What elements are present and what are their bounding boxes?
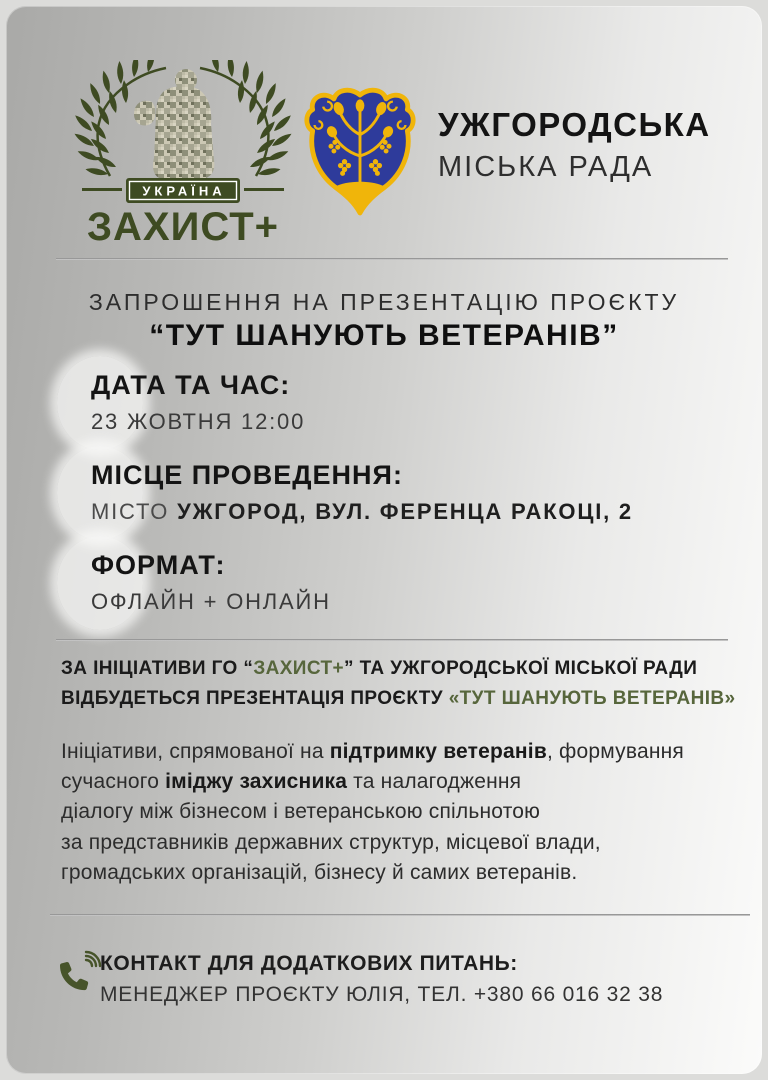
contact-value: МЕНЕДЖЕР ПРОЄКТУ ЮЛІЯ, ТЕЛ. +380 66 016 32 38 bbox=[100, 983, 664, 1006]
project-title: “ТУТ ШАНУЮТЬ ВЕТЕРАНІВ” bbox=[149, 319, 619, 352]
announcement-part3: ВІДБУДЕТЬСЯ ПРЕЗЕНТАЦІЯ ПРОЄКТУ bbox=[61, 688, 449, 710]
desc-seg: діалогу між бізнесом і ветеранською спільнотою bbox=[61, 800, 541, 824]
detail-datetime bbox=[91, 370, 305, 435]
uzhhorod-coat-of-arms-icon bbox=[302, 86, 418, 222]
contact-label: КОНТАКТ ДЛЯ ДОДАТКОВИХ ПИТАНЬ: bbox=[100, 952, 518, 975]
desc-seg: сучасного bbox=[61, 770, 166, 794]
announcement-part2: ” ТА УЖГОРОДСЬКОЇ МІСЬКОЇ РАДИ bbox=[344, 658, 698, 679]
desc-seg: та налагодження bbox=[347, 770, 522, 794]
section-divider bbox=[56, 639, 728, 641]
announcement-project-name: «ТУТ ШАНУЮТЬ ВЕТЕРАНІВ» bbox=[448, 688, 736, 710]
detail-format bbox=[91, 550, 331, 615]
ukraine-badge-label: УКРАЇНА bbox=[142, 183, 226, 199]
contact-block bbox=[100, 952, 663, 1007]
location-label: МІСЦЕ ПРОВЕДЕННЯ: bbox=[91, 460, 403, 490]
city-council-wordmark bbox=[438, 106, 711, 184]
desc-seg: Ініціативи, спрямованої на bbox=[61, 740, 330, 763]
zahyst-plus-wordmark: ЗАХИСТ+ bbox=[86, 205, 280, 248]
city-council-subtitle: МІСЬКА РАДА bbox=[438, 151, 654, 183]
zahyst-plus-logo bbox=[68, 60, 298, 248]
phone-icon bbox=[58, 950, 102, 994]
announcement-part1: ЗА ІНІЦІАТИВИ ГО “ bbox=[61, 658, 254, 679]
desc-bold-support-veterans: підтримку ветеранів bbox=[329, 740, 547, 763]
description-text bbox=[61, 737, 751, 888]
desc-seg: , формування bbox=[546, 740, 684, 763]
detail-location bbox=[91, 460, 633, 525]
location-value bbox=[91, 499, 633, 525]
desc-seg: за представників державних структур, місцевої влади, bbox=[61, 830, 601, 854]
format-label: ФОРМАТ: bbox=[91, 550, 226, 580]
footer-divider bbox=[50, 914, 750, 916]
invitation-heading: ЗАПРОШЕННЯ НА ПРЕЗЕНТАЦІЮ ПРОЄКТУ bbox=[88, 289, 680, 315]
city-council-title: УЖГОРОДСЬКА bbox=[438, 106, 711, 143]
datetime-label: ДАТА ТА ЧАС: bbox=[91, 370, 291, 400]
datetime-value: 23 ЖОВТНЯ 12:00 bbox=[91, 409, 306, 434]
format-value: ОФЛАЙН + ОНЛАЙН bbox=[91, 589, 331, 614]
announcement-org-name: ЗАХИСТ+ bbox=[253, 658, 345, 679]
announcement-text bbox=[61, 654, 756, 715]
ukraine-badge bbox=[82, 178, 284, 203]
camo-soldier-icon bbox=[134, 69, 214, 179]
location-city-word: МІСТО bbox=[91, 499, 178, 524]
desc-seg: громадських організацій, бізнесу й самих ветеранів. bbox=[61, 860, 578, 884]
header-divider bbox=[56, 258, 728, 260]
desc-bold-defender-image: іміджу захисника bbox=[165, 770, 348, 794]
location-address: УЖГОРОД, ВУЛ. ФЕРЕНЦА РАКОЦІ, 2 bbox=[177, 499, 633, 524]
poster-card bbox=[6, 6, 762, 1074]
